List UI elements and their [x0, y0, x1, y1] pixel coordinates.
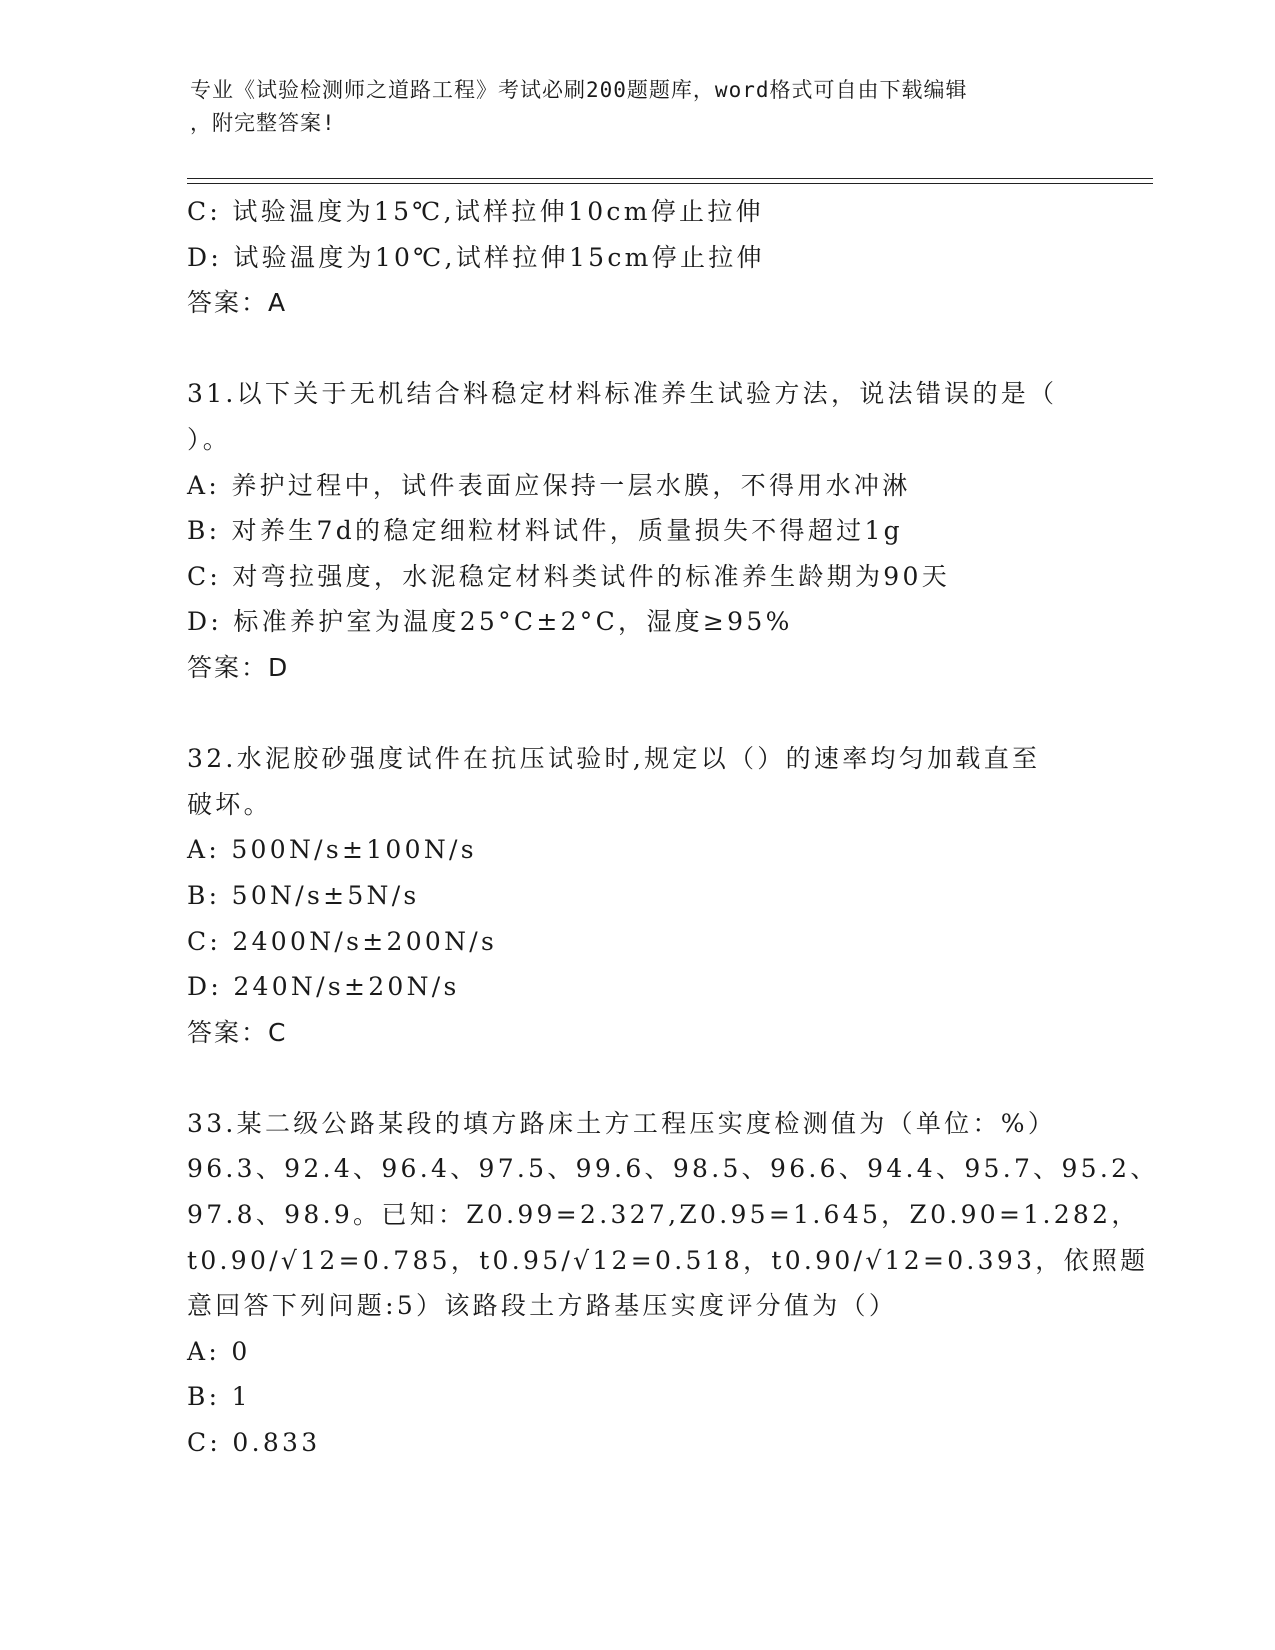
header-line: ，附完整答案! [190, 111, 336, 135]
header-divider [187, 178, 1153, 179]
question-stem: ）。 [187, 424, 232, 454]
answer-line: 答案：D [187, 652, 290, 682]
header-divider [187, 183, 1153, 184]
question-stem: t0.90/√12=0.785，t0.95/√12=0.518，t0.90/√12=0.393，依照题 [187, 1245, 1149, 1275]
option-line: A: 养护过程中，试件表面应保持一层水膜，不得用水冲淋 [187, 470, 911, 500]
question-stem: 破坏。 [187, 789, 272, 819]
option-line: B: 对养生7d的稳定细粒材料试件，质量损失不得超过1g [187, 516, 903, 546]
option-line: C: 0.833 [187, 1428, 321, 1458]
option-line: D: 标准养护室为温度25°C±2°C，湿度≥95% [187, 607, 793, 637]
page-header [190, 74, 1090, 140]
option-line: A: 500N/s±100N/s [187, 835, 477, 865]
option-line: A: 0 [187, 1336, 251, 1366]
question-stem: 意回答下列问题:5）该路段土方路基压实度评分值为（） [187, 1291, 898, 1321]
question-block [187, 189, 1087, 326]
question-stem: 97.8、98.9。已知：Z0.99=2.327,Z0.95=1.645，Z0.90=1.282， [187, 1200, 1140, 1230]
answer-line: 答案：A [187, 288, 288, 318]
question-block [187, 736, 1087, 1055]
question-stem: 96.3、92.4、96.4、97.5、99.6、98.5、96.6、94.4、95.7、95.2、 [187, 1154, 1159, 1184]
header-line: 专业《试验检测师之道路工程》考试必刷200题题库，word格式可自由下载编辑 [190, 78, 968, 102]
question-block [187, 371, 1087, 690]
question-stem: 32.水泥胶砂强度试件在抗压试验时,规定以（）的速率均匀加载直至 [187, 744, 1041, 774]
option-line: C: 2400N/s±200N/s [187, 926, 498, 956]
question-block [187, 1101, 1159, 1466]
answer-line: 答案：C [187, 1017, 288, 1047]
option-line: D: 240N/s±20N/s [187, 972, 460, 1002]
question-stem: 33.某二级公路某段的填方路床土方工程压实度检测值为（单位：%） [187, 1108, 1057, 1138]
option-line: B: 1 [187, 1382, 251, 1412]
question-stem: 31.以下关于无机结合料稳定材料标准养生试验方法，说法错误的是（ [187, 379, 1058, 409]
option-line: B: 50N/s±5N/s [187, 880, 420, 910]
option-line: C: 对弯拉强度，水泥稳定材料类试件的标准养生龄期为90天 [187, 561, 951, 591]
option-line: C: 试验温度为15℃,试样拉伸10cm停止拉伸 [187, 197, 764, 226]
option-line: D: 试验温度为10℃,试样拉伸15cm停止拉伸 [187, 242, 765, 272]
question-list [187, 189, 1159, 1466]
